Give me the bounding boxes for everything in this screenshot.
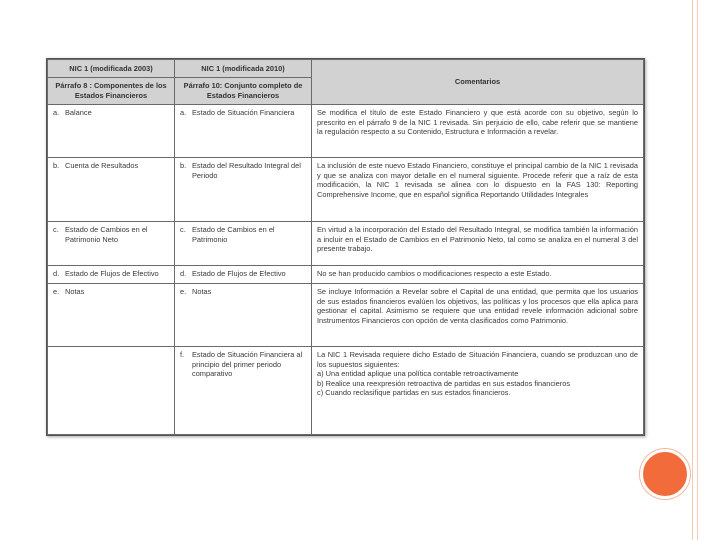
item-marker: e. — [180, 287, 187, 296]
item-text: Estado de Situación Financiera al principio del primer periodo comparativo — [192, 350, 303, 379]
cell-comment: No se han producido cambios o modificaciones respecto a este Estado. — [312, 266, 644, 284]
cell-2003 — [48, 266, 175, 284]
item-text: Notas — [65, 287, 85, 296]
item-text: Estado de Cambios en el Patrimonio — [192, 225, 275, 244]
item-marker: b. — [53, 161, 60, 170]
cell-2010 — [175, 222, 312, 266]
item-marker: f. — [180, 350, 185, 359]
item-marker: d. — [180, 269, 187, 278]
cell-2003 — [48, 158, 175, 222]
comment-list-item: b) Realice una reexpresión retroactiva de partidas en sus estados financieros — [317, 378, 571, 388]
item-text: Estado de Cambios en el Patrimonio Neto — [65, 225, 148, 244]
item-marker: d. — [53, 269, 60, 278]
cell-2010 — [175, 266, 312, 284]
cell-2010 — [175, 105, 312, 158]
comment-list-item: a) Una entidad aplique una política contable retroactivamente — [317, 369, 519, 379]
item-marker: e. — [53, 287, 60, 296]
cell-comment: En virtud a la incorporación del Estado del Resultado Integral, se modifica también la información a incluir en el Estado de Cambios en el Patrimonio Neto, tal como se analiza en el numeral 3 del presente trabajo. — [312, 222, 644, 266]
comment-intro: La NIC 1 Revisada requiere dicho Estado de Situación Financiera, cuando se produzcan uno de los supuestos siguientes: — [317, 350, 638, 369]
header-nic1-2010: NIC 1 (modificada 2010) — [175, 60, 312, 78]
slide-border-line-right — [697, 0, 698, 540]
cell-2003 — [48, 222, 175, 266]
item-marker: a. — [180, 108, 187, 117]
slide-border-line-left — [692, 0, 693, 540]
table-row — [48, 347, 644, 435]
header-comentarios: Comentarios — [312, 60, 644, 105]
comparison-table — [47, 59, 644, 435]
header-parrafo-10: Párrafo 10: Conjunto completo de Estados Financieros — [175, 78, 312, 105]
cell-2003 — [48, 347, 175, 435]
table-row — [48, 105, 644, 158]
item-marker: c. — [53, 225, 59, 234]
item-text: Cuenta de Resultados — [65, 161, 139, 170]
header-nic1-2003: NIC 1 (modificada 2003) — [48, 60, 175, 78]
item-text: Balance — [65, 108, 92, 117]
cell-2010 — [175, 347, 312, 435]
item-text: Estado del Resultado Integral del Periodo — [192, 161, 301, 180]
item-marker: b. — [180, 161, 187, 170]
item-text: Estado de Flujos de Efectivo — [192, 269, 286, 278]
table-row — [48, 266, 644, 284]
item-marker: a. — [53, 108, 60, 117]
header-parrafo-8: Párrafo 8 : Componentes de los Estados Financieros — [48, 78, 175, 105]
cell-2010 — [175, 158, 312, 222]
cell-comment: La inclusión de este nuevo Estado Financiero, constituye el principal cambio de la NIC 1 revisada y que se analiza con mayor detalle en el numeral siguiente. Procede referir que a raíz de esta modificación, la NIC 1 revisada se alinea con lo dispuesto en la FAS 130: Reporting Comprehensive Income, que en español significa Reportando Utilidades Integrales — [312, 158, 644, 222]
comment-list-item: c) Cuando reclasifique partidas en sus estados financieros. — [317, 388, 511, 398]
table-row — [48, 284, 644, 347]
table-row — [48, 158, 644, 222]
cell-comment: Se modifica el título de este Estado Financiero y que está acorde con su objetivo, según lo prescrito en el párrafo 9 de la NIC 1 revisada. Sin perjuicio de ello, cabe referir que se mantiene la regulación respecto a su Contenido, Estructura e Información a revelar. — [312, 105, 644, 158]
table-row — [48, 222, 644, 266]
cell-2010 — [175, 284, 312, 347]
item-marker: c. — [180, 225, 186, 234]
cell-comment — [312, 347, 644, 435]
cell-2003 — [48, 105, 175, 158]
item-text: Estado de Situación Financiera — [192, 108, 295, 117]
item-text: Notas — [192, 287, 212, 296]
accent-circle — [640, 449, 690, 499]
item-text: Estado de Flujos de Efectivo — [65, 269, 159, 278]
cell-2003 — [48, 284, 175, 347]
comparison-table-image — [46, 58, 645, 436]
cell-comment: Se incluye Información a Revelar sobre el Capital de una entidad, que permita que los usuarios de sus estados financieros evalúen los objetivos, las políticas y los procesos que ella aplica para gestionar el capital. Asimismo se requiere que una entidad revele información adicional sobre Instrumentos Financieros con opción de venta clasificados como Patrimonio. — [312, 284, 644, 347]
